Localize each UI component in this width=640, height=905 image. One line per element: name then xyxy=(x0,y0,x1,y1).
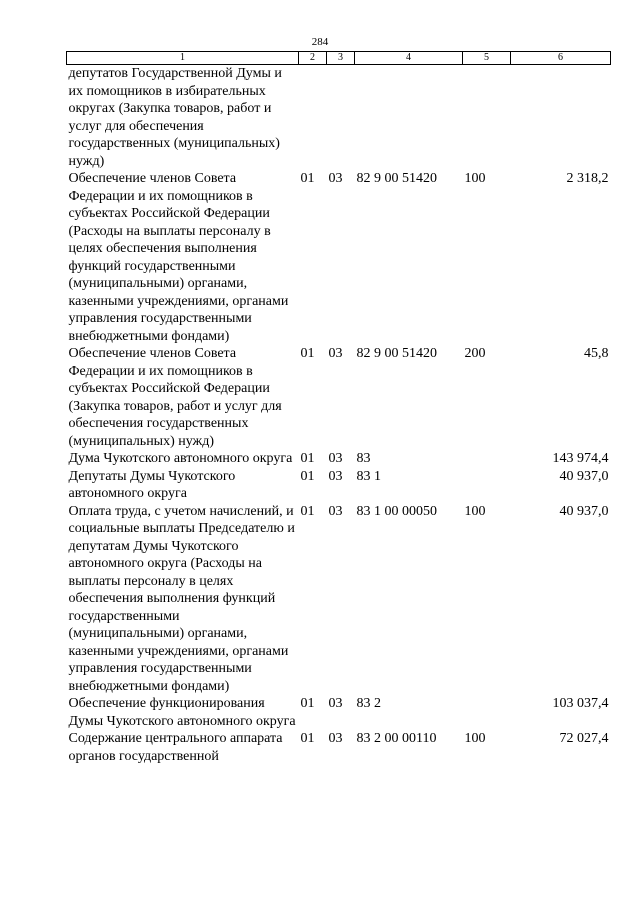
column-header: 4 xyxy=(355,52,463,65)
subsection-code-cell: 03 xyxy=(328,503,343,519)
subsection-code-cell: 03 xyxy=(328,451,343,466)
target-article-cell xyxy=(355,65,463,171)
section-code-cell: 01 xyxy=(300,171,315,186)
target-article-cell: 82 9 00 51420 xyxy=(356,346,437,361)
subsection-code-cell xyxy=(327,65,355,171)
table-row xyxy=(67,503,611,696)
table-row xyxy=(67,345,611,450)
amount-cell xyxy=(511,65,611,171)
table-row xyxy=(67,695,611,730)
table-row xyxy=(67,468,611,503)
subsection-code-cell: 03 xyxy=(328,171,343,186)
target-article-cell: 83 2 xyxy=(356,696,381,711)
column-header: 6 xyxy=(511,52,611,65)
target-article-cell: 83 1 xyxy=(356,468,381,484)
row-name-cell: Обеспечение функционирования Думы Чукотского автономного округа xyxy=(68,696,296,729)
subsection-code-cell: 03 xyxy=(328,346,343,361)
expense-type-cell: 100 xyxy=(464,731,486,746)
column-header: 5 xyxy=(463,52,511,65)
amount-cell: 40 937,0 xyxy=(559,503,609,519)
subsection-code-cell: 03 xyxy=(328,731,343,746)
amount-cell: 143 974,4 xyxy=(552,451,609,466)
column-number-header xyxy=(67,52,611,65)
amount-cell: 45,8 xyxy=(584,346,609,361)
column-header: 1 xyxy=(67,52,299,65)
page-number: 284 xyxy=(311,36,329,48)
section-code-cell: 01 xyxy=(300,468,315,484)
target-article-cell: 83 1 00 00050 xyxy=(356,503,437,519)
target-article-cell: 83 2 00 00110 xyxy=(356,731,437,746)
amount-cell: 103 037,4 xyxy=(552,696,609,711)
subsection-code-cell: 03 xyxy=(328,696,343,711)
expense-type-cell: 200 xyxy=(464,346,486,361)
expense-type-cell xyxy=(463,65,511,171)
expense-type-cell: 100 xyxy=(464,503,486,519)
section-code-cell: 01 xyxy=(300,731,315,746)
expense-type-cell xyxy=(463,468,511,503)
column-header: 2 xyxy=(299,52,327,65)
row-name-cell: Депутаты Думы Чукотского автономного округа xyxy=(68,468,236,501)
section-code-cell xyxy=(299,65,327,171)
expense-type-cell: 100 xyxy=(464,171,486,186)
expense-type-cell xyxy=(463,695,511,730)
budget-table xyxy=(66,51,611,765)
row-name-cell: Содержание центрального аппарата органов государственной xyxy=(68,731,283,764)
amount-cell: 40 937,0 xyxy=(559,468,609,484)
table-row xyxy=(67,730,611,765)
column-header: 3 xyxy=(327,52,355,65)
section-code-cell: 01 xyxy=(300,451,315,466)
row-name-cell: Обеспечение членов Совета Федерации и их помощников в субъектах Российской Федерации (Расходы на выплаты персоналу в целях обеспечения выполнения функций государственными (муниципальными) органами, казенными учреждениями, органами управления государственными внебюджетными фондами) xyxy=(68,171,289,344)
expense-type-cell xyxy=(463,450,511,468)
row-name-cell: Оплата труда, с учетом начислений, и социальные выплаты Председателю и депутатам Думы Чукотского автономного округа (Расходы на выплаты персоналу в целях обеспечения выполнения функций государственными (муниципальными) органами, казенными учреждениями, органами управления государственными внебюджетными фондами) xyxy=(68,503,295,694)
row-name-cell: депутатов Государственной Думы и их помощников в избирательных округах (Закупка товаров, работ и услуг для обеспечения государственных (муниципальных) нужд) xyxy=(68,66,282,169)
table-row xyxy=(67,450,611,468)
section-code-cell: 01 xyxy=(300,696,315,711)
target-article-cell: 83 xyxy=(356,451,371,466)
amount-cell: 2 318,2 xyxy=(566,171,609,186)
table-row xyxy=(67,65,611,171)
section-code-cell: 01 xyxy=(300,346,315,361)
amount-cell: 72 027,4 xyxy=(559,731,609,746)
row-name-cell: Обеспечение членов Совета Федерации и их помощников в субъектах Российской Федерации (Закупка товаров, работ и услуг для обеспечения государственных (муниципальных) нужд) xyxy=(68,346,282,449)
table-body xyxy=(67,65,611,766)
subsection-code-cell: 03 xyxy=(328,468,343,484)
row-name-cell: Дума Чукотского автономного округа xyxy=(68,451,293,466)
section-code-cell: 01 xyxy=(300,503,315,519)
target-article-cell: 82 9 00 51420 xyxy=(356,171,437,186)
table-row xyxy=(67,170,611,345)
